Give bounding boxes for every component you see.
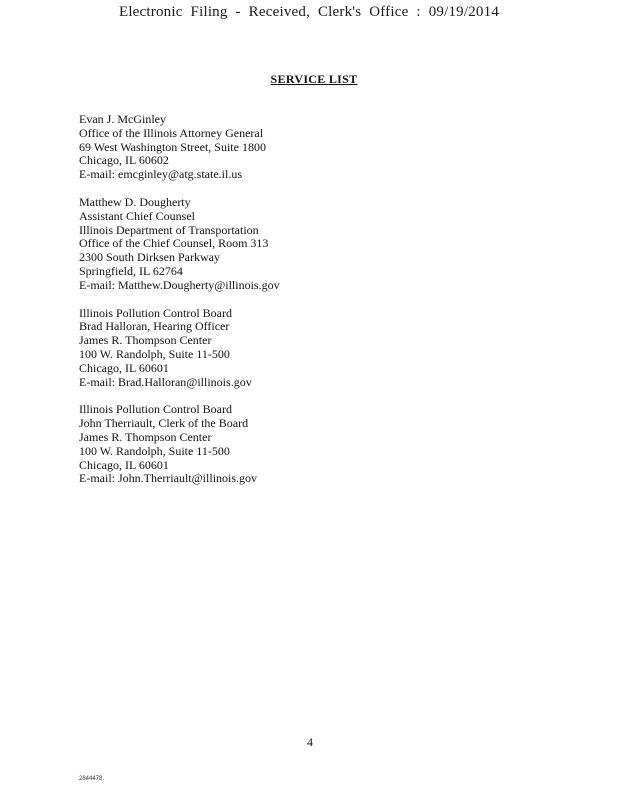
entry-office: Office of the Illinois Attorney General <box>79 125 264 140</box>
document-title: SERVICE LIST <box>270 72 358 86</box>
entry-name: Matthew D. Dougherty <box>79 194 191 209</box>
service-entry-mcginley <box>79 113 499 182</box>
entry-department: Illinois Department of Transportation <box>79 222 259 237</box>
entry-city: Chicago, IL 60601 <box>79 457 169 472</box>
entry-email: E-mail: emcginley@atg.state.il.us <box>79 167 243 182</box>
service-entry-dougherty <box>79 196 499 293</box>
filing-stamp: Electronic Filing - Received, Clerk's Office : 09/19/2014 <box>118 4 500 20</box>
service-list <box>79 113 499 500</box>
entry-name: John Therriault, Clerk of the Board <box>79 416 249 431</box>
entry-street: 2300 South Dirksen Parkway <box>79 250 220 265</box>
service-entry-halloran <box>79 307 499 390</box>
page-number: 4 <box>307 735 313 749</box>
entry-email: E-mail: John.Therriault@illinois.gov <box>79 471 258 486</box>
entry-city: Chicago, IL 60602 <box>79 153 169 168</box>
entry-office: Office of the Chief Counsel, Room 313 <box>79 236 269 251</box>
entry-city: Springfield, IL 62764 <box>79 263 183 278</box>
service-entry-therriault <box>79 403 499 486</box>
entry-email: E-mail: Matthew.Dougherty@illinois.gov <box>79 277 280 292</box>
entry-title: Assistant Chief Counsel <box>79 208 195 223</box>
entry-agency: Illinois Pollution Control Board <box>79 402 233 417</box>
entry-street: 100 W. Randolph, Suite 11-500 <box>79 346 230 361</box>
entry-agency: Illinois Pollution Control Board <box>79 305 233 320</box>
entry-street: 100 W. Randolph, Suite 11-500 <box>79 443 230 458</box>
entry-street: 69 West Washington Street, Suite 1800 <box>79 139 266 154</box>
entry-name: Brad Halloran, Hearing Officer <box>79 319 230 334</box>
document-code: 2844478. <box>79 776 105 782</box>
entry-building: James R. Thompson Center <box>79 333 212 348</box>
entry-email: E-mail: Brad.Halloran@illinois.gov <box>79 374 252 389</box>
entry-building: James R. Thompson Center <box>79 429 212 444</box>
entry-city: Chicago, IL 60601 <box>79 360 169 375</box>
entry-name: Evan J. McGinley <box>79 112 166 126</box>
